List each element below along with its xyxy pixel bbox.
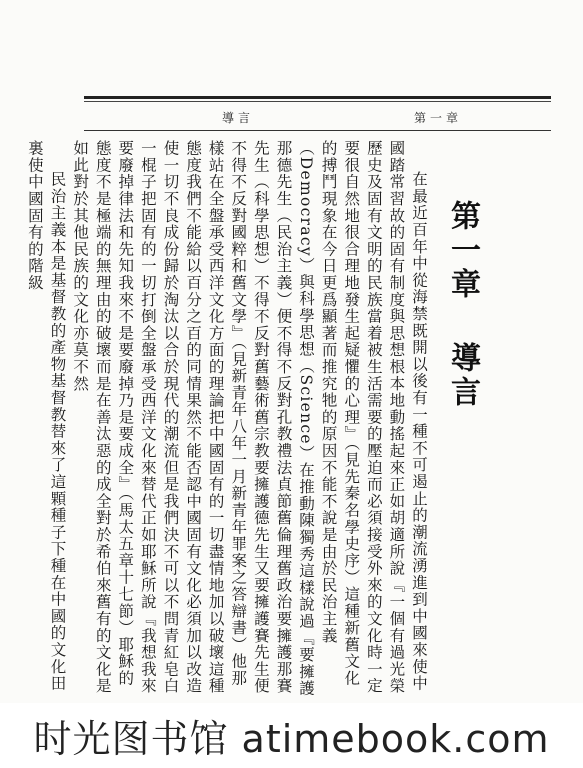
header-rule-thick — [84, 96, 551, 99]
chapter-title — [445, 200, 484, 410]
paragraph-1: 在最近百年中從海禁既開以後有一種不可遏止的潮流湧進到中國來使中國踏常習故的固有制度與思想根本地動搖起來正如胡適所說『一個有過光榮歷史及固有文明的民族當着被生活需要的壓迫而必須接受外來的文化時一定要很自然地很合理地發生起疑懼的心理』（見先秦名學史序）這種新舊文化的搏鬥現象在今日更爲顯著而推究牠的原因不能不說是由於民治主義（Democracy）與科學思想（Science）在推動陳獨秀這樣說過『要擁護那德先生（民治主義）便不得不反對孔教禮法貞節舊倫理舊政治要擁護那賽先生（科學思想）不得不反對舊藝術舊宗教要擁護德先生又要擁護賽先生便不得不反對國粹和舊文學』（見新青年八年一月新青年罪案之答辯書）他那樣站在全盤承受西洋文化方面的理論把中國固有的一切盡情地加以破壞這種態度我們不能給以百分之百的同情果然不能否認中國固有文化必須加以改造使一切不良成份歸於淘汰以合於現代的潮流但是我們決不可以不問青紅皂白一棍子把固有的一切打倒全盤承受西洋文化來替代正如耶穌所說『我想我來要廢掉律法和先知我來不是要廢掉乃是要成全』（馬太五章十七節）耶穌的態度不是極端的無理由的破壞而是在善汰惡的成全對於希伯來舊有的文化是如此對於其他民族的文化亦莫不然 — [71, 140, 428, 697]
running-header-chapter-name: 導言 — [222, 110, 255, 125]
running-header — [222, 108, 462, 126]
site-watermark: 时光图书馆 atimebook.com — [0, 703, 583, 768]
body-text — [23, 140, 430, 700]
header-rule-bottom — [84, 130, 551, 131]
header-rule-thin — [84, 101, 551, 102]
chapter-number: 第一章 — [445, 200, 480, 302]
chapter-name: 導言 — [445, 342, 480, 410]
running-header-chapter-number: 第一章 — [413, 110, 462, 125]
paragraph-2: 民治主義本是基督教的產物基督教替來了這顆種子下種在中國的文化田裏使中國固有的階級 — [25, 140, 67, 692]
